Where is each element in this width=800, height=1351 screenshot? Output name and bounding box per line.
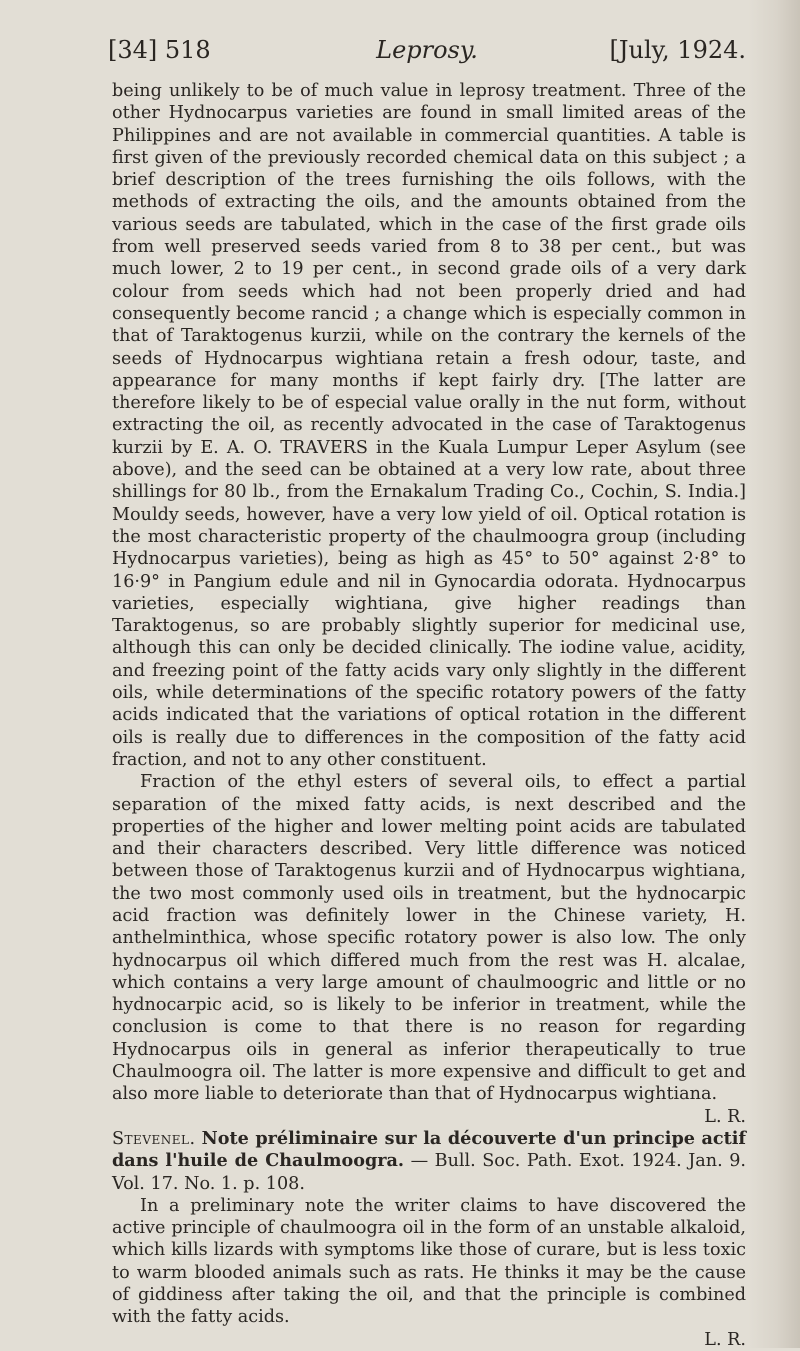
abstract-title: Note préliminaire sur la découverte d'un principe actif dans l'huile de Chaulmoogra. <box>112 1127 747 1172</box>
abstract-signature-2: L. R. <box>704 1329 746 1350</box>
abstract-citation: — Bull. Soc. Path. Exot. 1924. Jan. 9. Vol. 17. No. 1. p. 108. <box>112 1151 747 1194</box>
abstract-author: Stevenel. <box>112 1128 196 1149</box>
abstract-heading <box>112 1128 746 1195</box>
abstract-paragraph-2: Fraction of the ethyl esters of several oils, to effect a partial separation of the mixed fatty acids, is next described and the properties of the higher and lower melting point acids are tabulated and their characters described. Very little difference was noticed between those of Taraktogenus kurzii and of Hydnocarpus wightiana, the two most commonly used oils in treatment, but the hydnocarpic acid fraction was definitely lower in the Chinese variety, H. anthelminthica, whose specific rotatory power is also low. The only hydnocarpus oil which differed much from the rest was H. alcalae, which contains a very large amount of chaulmoogric and little or no hydnocarpic acid, so is likely to be inferior in treatment, while the conclusion is come to that there is no reason for regarding Hydnocarpus oils in general as inferior therapeutically to true Chaulmoogra oil. The latter is more expensive and difficult to get and also more liable to deteriorate than that of Hydnocarpus wightiana. <box>112 772 746 1105</box>
abstract-body: In a preliminary note the writer claims to have discovered the active principle of chaulmoogra oil in the form of an unstable alkaloid, which kills lizards with symptoms like those of curare, but is less toxic to warm blooded animals such as rats. He thinks it may be the cause of giddiness after taking the oil, and that the principle is combined with the fatty acids. <box>112 1195 746 1328</box>
page-edge-shadow <box>748 0 800 1348</box>
issue-date: [July, 1924. <box>609 36 746 64</box>
abstract-signature: L. R. <box>704 1106 746 1127</box>
page-body <box>112 80 746 1351</box>
running-header <box>108 26 746 74</box>
journal-section: Leprosy. <box>376 36 478 64</box>
page-number: [34] 518 <box>108 36 211 64</box>
abstract-paragraph-1: being unlikely to be of much value in leprosy treatment. Three of the other Hydnocarpus varieties are found in small limited areas of the Philippines and are not available in commercial quantities. A table is first given of the previously recorded chemical data on this subject ; a brief description of the trees furnishing the oils follows, with the methods of extracting the oils, and the amounts obtained from the various seeds are tabulated, which in the case of the first grade oils from well preserved seeds varied from 8 to 38 per cent., but was much lower, 2 to 19 per cent., in second grade oils of a very dark colour from seeds which had not been properly dried and had consequently become rancid ; a change which is especially common in that of Taraktogenus kurzii, while on the contrary the kernels of the seeds of Hydnocarpus wightiana retain a fresh odour, taste, and appearance for many months if kept fairly dry. [The latter are therefore likely to be of especial value orally in the nut form, without extracting the oil, as recently advocated in the case of Taraktogenus kurzii by E. A. O. TRAVERS in the Kuala Lumpur Leper Asylum (see above), and the seed can be obtained at a very low rate, about three shillings for 80 lb., from the Ernakalum Trading Co., Cochin, S. India.] Mouldy seeds, however, have a very low yield of oil. Optical rotation is the most characteristic property of the chaulmoogra group (including Hydnocarpus varieties), being as high as 45° to 50° against 2·8° to 16·9° in Pangium edule and nil in Gynocardia odorata. Hydnocarpus varieties, especially wightiana, give higher readings than Taraktogenus, so are probably slightly superior for medicinal use, although this can only be decided clinically. The iodine value, acidity, and freezing point of the fatty acids vary only slightly in the different oils, while determinations of the specific rotatory powers of the fatty acids indicated that the variations of optical rotation in the different oils is really due to differences in the composition of the fatty acid fraction, and not to any other constituent. <box>112 81 746 770</box>
